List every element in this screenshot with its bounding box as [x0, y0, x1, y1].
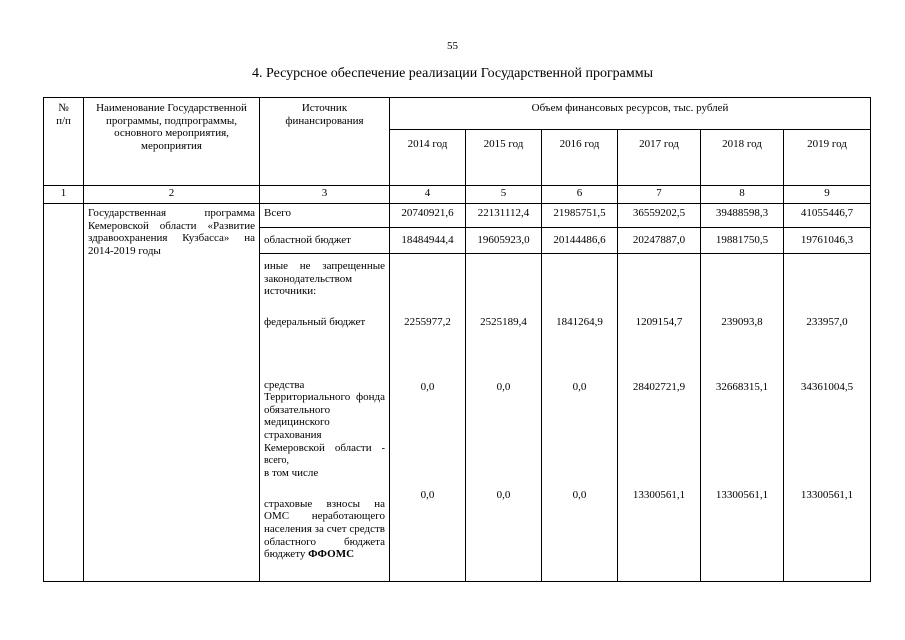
value-cell: 0,0 — [572, 380, 587, 393]
value-cell: 2525189,4 — [480, 316, 527, 328]
value-cell: 2255977,2 — [404, 316, 451, 328]
value-cell: 20247887,0 — [618, 228, 701, 254]
source-oms-bold: ФФОМС — [308, 548, 355, 561]
source-oms-main: страховые взносы на ОМС неработающего населения за счет средств областного бюджета бюджету — [264, 497, 385, 561]
column-number-row — [44, 186, 871, 204]
source-federal: федеральный бюджет — [264, 315, 366, 328]
header-year: 2017 год — [618, 130, 701, 186]
value-col-2016 — [542, 254, 618, 582]
value-cell: 41055446,7 — [784, 204, 871, 228]
header-year: 2019 год — [784, 130, 871, 186]
source-tfoms-main: средства Территориального фонда обязательного медицинского страхования Кемеровской области — [264, 378, 385, 454]
column-number: 3 — [260, 186, 390, 204]
value-cell: 20740921,6 — [390, 204, 466, 228]
value-cell: 20144486,6 — [542, 228, 618, 254]
header-col-name: Наименование Государственной программы, подпрограммы, основного мероприятия, мероприятия — [84, 98, 260, 186]
value-cell: 28402721,9 — [632, 380, 686, 393]
value-cell: 13300561,1 — [632, 489, 686, 502]
column-number: 5 — [466, 186, 542, 204]
page-title: 4. Ресурсное обеспечение реализации Государственной программы — [251, 66, 654, 81]
value-cell: 0,0 — [420, 380, 435, 393]
program-name: Государственная программа Кемеровской области «Развитие здравоохранения Кузбасса» на 2014-2019 годы — [84, 204, 260, 582]
column-number: 9 — [784, 186, 871, 204]
header-col-volume: Объем финансовых ресурсов, тыс. рублей — [390, 98, 871, 130]
value-cell: 34361004,5 — [800, 380, 854, 393]
value-cell: 0,0 — [420, 489, 435, 502]
value-cell: 1209154,7 — [635, 316, 683, 328]
value-col-2017 — [618, 254, 701, 582]
column-number: 6 — [542, 186, 618, 204]
value-cell: 0,0 — [572, 489, 587, 502]
value-cell: 0,0 — [496, 489, 511, 502]
column-number: 8 — [701, 186, 784, 204]
page-number: 55 — [447, 40, 458, 52]
value-cell: 18484944,4 — [390, 228, 466, 254]
column-number: 1 — [44, 186, 84, 204]
value-cell: 1841264,9 — [556, 316, 603, 328]
value-cell: 239093,8 — [721, 316, 763, 328]
header-col-source: Источник финансирования — [260, 98, 390, 186]
column-number: 7 — [618, 186, 701, 204]
value-cell: 36559202,5 — [618, 204, 701, 228]
value-col-2019 — [784, 254, 871, 582]
table-row-total — [44, 204, 871, 228]
value-cell: 19881750,5 — [701, 228, 784, 254]
source-tfoms — [264, 379, 385, 467]
header-year: 2015 год — [466, 130, 542, 186]
value-cell: 0,0 — [496, 380, 511, 393]
column-number: 2 — [84, 186, 260, 204]
header-year: 2016 год — [542, 130, 618, 186]
value-cell: 21985751,5 — [542, 204, 618, 228]
column-number: 4 — [390, 186, 466, 204]
header-row-1 — [44, 98, 871, 130]
value-col-2018 — [701, 254, 784, 582]
value-col-2015 — [466, 254, 542, 582]
value-cell: 13300561,1 — [800, 489, 854, 502]
value-cell: 13300561,1 — [715, 489, 769, 502]
source-tfoms-incl: в том числе — [264, 467, 319, 480]
source-oms — [264, 498, 385, 561]
resource-table — [43, 97, 871, 582]
value-cell: 39488598,3 — [701, 204, 784, 228]
source-tfoms-suffix: - всего, — [264, 442, 385, 467]
value-cell: 22131112,4 — [466, 204, 542, 228]
value-cell: 233957,0 — [806, 316, 848, 328]
header-year: 2014 год — [390, 130, 466, 186]
source-regional: областной бюджет — [260, 228, 390, 254]
row-number-cell — [44, 204, 84, 582]
value-col-2014 — [390, 254, 466, 582]
header-col-no: № п/п — [44, 98, 84, 186]
source-total: Всего — [260, 204, 390, 228]
value-cell: 32668315,1 — [715, 380, 769, 393]
value-cell: 19761046,3 — [784, 228, 871, 254]
source-other-block — [260, 254, 390, 582]
header-year: 2018 год — [701, 130, 784, 186]
value-cell: 19605923,0 — [466, 228, 542, 254]
other-sources-label: иные не запрещенные законодательством источники: — [264, 260, 385, 298]
